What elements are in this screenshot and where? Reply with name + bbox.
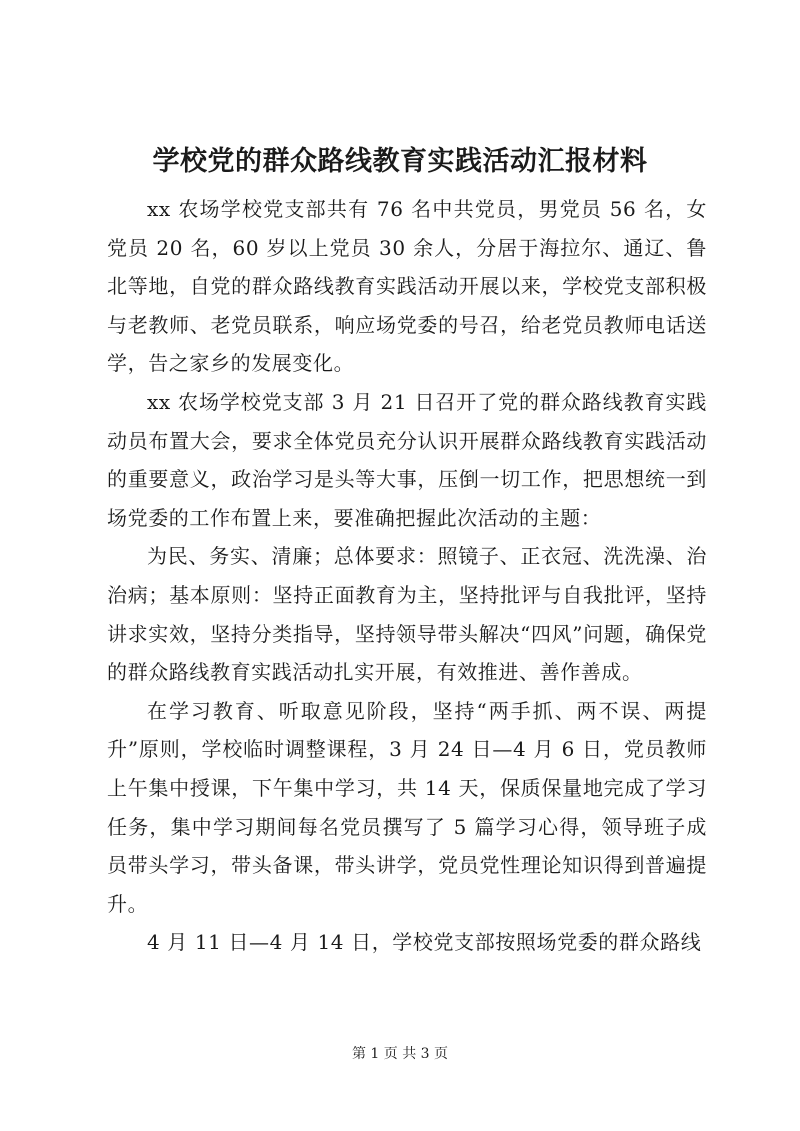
page-footer: 第 1 页 共 3 页	[351, 1046, 449, 1062]
paragraph-5: 4 月 11 日—4 月 14 日，学校党支部按照场党委的群众路线	[147, 930, 702, 955]
paragraph-1: xx 农场学校党支部共有 76 名中共党员，男党员 56 名，女党员 20 名，60 岁以上党员 30 余人，分居于海拉尔、通辽、鲁北等地，自党的群众路线教育实践活动开展以来，学校党支部积极与老教师、老党员联系，响应场党委的号召，给老党员教师电话送学，告之家乡的发展变化。	[107, 197, 707, 376]
document-body	[107, 190, 707, 962]
paragraph-4: 在学习教育、听取意见阶段，坚持“两手抓、两不误、两提升”原则，学校临时调整课程，3 月 24 日—4 月 6 日，党员教师上午集中授课，下午集中学习，共 14 天，保质保量地完成了学习任务，集中学习期间每名党员撰写了 5 篇学习心得，领导班子成员带头学习，带头备课，带头讲学，党员党性理论知识得到普遍提升。	[107, 698, 707, 916]
paragraph-2: xx 农场学校党支部 3 月 21 日召开了党的群众路线教育实践动员布置大会，要求全体党员充分认识开展群众路线教育实践活动的重要意义，政治学习是头等大事，压倒一切工作，把思想统一到场党委的工作布置上来，要准确把握此次活动的主题：	[107, 389, 707, 530]
paragraph-3: 为民、务实、清廉；总体要求：照镜子、正衣冠、洗洗澡、治治病；基本原则：坚持正面教育为主，坚持批评与自我批评，坚持讲求实效，坚持分类指导，坚持领导带头解决“四风”问题，确保党的群众路线教育实践活动扎实开展，有效推进、善作善成。	[107, 544, 707, 685]
document-title: 学校党的群众路线教育实践活动汇报材料	[152, 146, 648, 177]
